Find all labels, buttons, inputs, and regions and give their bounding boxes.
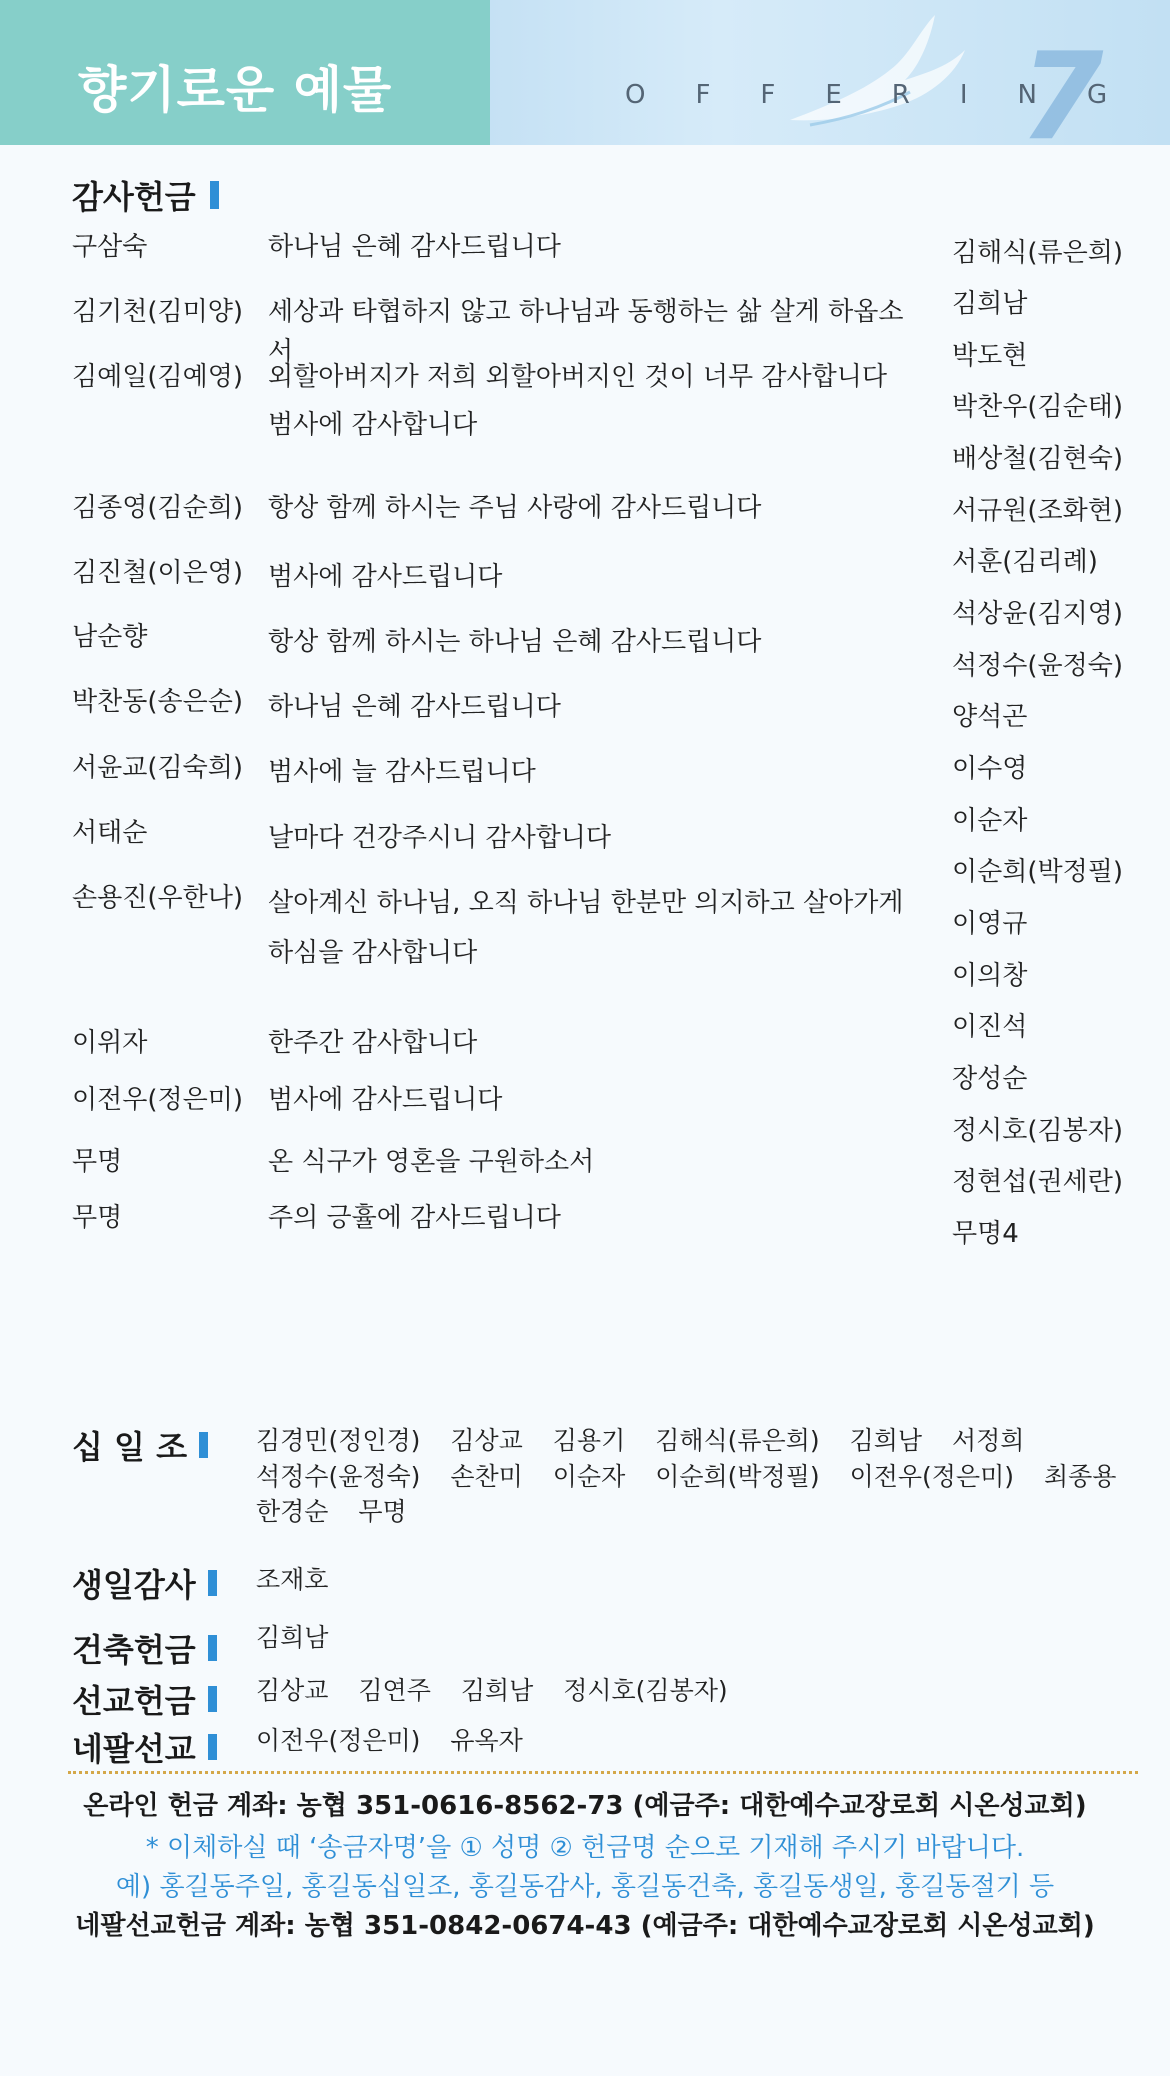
nepal-label-text: 네팔선교 bbox=[72, 1730, 196, 1768]
accent-bar bbox=[210, 181, 219, 209]
side-name: 석정수(윤정숙) bbox=[952, 651, 1123, 681]
side-name: 김해식(류은희) bbox=[952, 238, 1123, 268]
tithe-line bbox=[256, 1423, 1138, 1459]
thanks-message: 항상 함께 하시는 주님 사랑에 감사드립니다 bbox=[268, 493, 762, 523]
side-name: 배상철(김현숙) bbox=[952, 444, 1123, 474]
tithe-name: 한경순 bbox=[256, 1497, 329, 1526]
thanks-name: 김기천(김미양) bbox=[72, 297, 243, 327]
side-name: 이의창 bbox=[952, 961, 1028, 991]
birthday-label bbox=[72, 1560, 217, 1606]
thanks-name: 박찬동(송은순) bbox=[72, 687, 243, 717]
thanks-message: 외할아버지가 저희 외할아버지인 것이 너무 감사합니다 bbox=[268, 362, 887, 392]
mission-list bbox=[256, 1673, 750, 1709]
thanks-name: 구삼숙 bbox=[72, 232, 148, 262]
birthday-name: 조재호 bbox=[256, 1565, 329, 1594]
side-name: 이수영 bbox=[952, 754, 1028, 784]
accent-bar bbox=[208, 1686, 217, 1712]
tithe-line bbox=[256, 1494, 1138, 1530]
thanks-message: 세상과 타협하지 않고 하나님과 동행하는 삶 살게 하옵소서 bbox=[268, 297, 904, 368]
thanks-name: 남순향 bbox=[72, 622, 148, 652]
nepal-list bbox=[256, 1723, 545, 1759]
thanks-name: 무명 bbox=[72, 1147, 123, 1177]
tithe-name: 김경민(정인경) bbox=[256, 1426, 421, 1455]
building-list bbox=[256, 1620, 350, 1656]
side-name: 이순희(박정필) bbox=[952, 857, 1123, 887]
side-name: 박도현 bbox=[952, 341, 1028, 371]
side-name: 석상윤(김지영) bbox=[952, 599, 1123, 629]
thanks-message: 살아계신 하나님, 오직 하나님 한분만 의지하고 살아가게 bbox=[268, 888, 904, 918]
thanks-name: 김진철(이은영) bbox=[72, 558, 243, 588]
thanks-name: 김예일(김예영) bbox=[72, 362, 243, 392]
tithe-name: 무명 bbox=[358, 1497, 407, 1526]
side-name: 무명4 bbox=[952, 1219, 1019, 1249]
accent-bar bbox=[208, 1570, 217, 1596]
tithe-line bbox=[256, 1459, 1138, 1495]
tithe-label-text: 십 일 조 bbox=[72, 1428, 188, 1466]
tithe-name: 이전우(정은미) bbox=[849, 1461, 1014, 1491]
side-name: 양석곤 bbox=[952, 702, 1028, 732]
thanks-message: 범사에 감사합니다 bbox=[268, 410, 478, 440]
building-label-text: 건축헌금 bbox=[72, 1631, 196, 1669]
tithe-name: 석정수(윤정숙) bbox=[256, 1461, 421, 1491]
side-name: 박찬우(김순태) bbox=[952, 392, 1123, 422]
thanks-message: 범사에 감사드립니다 bbox=[268, 1085, 503, 1115]
thanks-name: 이전우(정은미) bbox=[72, 1085, 243, 1115]
thanks-heading-label: 감사헌금 bbox=[72, 178, 196, 216]
nepal-name: 유옥자 bbox=[450, 1726, 523, 1755]
page-title: 향기로운 예물 bbox=[78, 61, 393, 119]
tithe-name: 김희남 bbox=[849, 1426, 923, 1455]
building-label bbox=[72, 1625, 217, 1671]
transfer-example: 예) 홍길동주일, 홍길동십일조, 홍길동감사, 홍길동건축, 홍길동생일, 홍길동절기 등 bbox=[115, 1872, 1055, 1902]
tithe-name: 김해식(류은희) bbox=[655, 1426, 820, 1455]
thanks-message: 한주간 감사합니다 bbox=[268, 1028, 478, 1058]
side-name: 서규원(조화현) bbox=[952, 496, 1123, 526]
tithe-name: 이순자 bbox=[552, 1461, 626, 1491]
mission-label bbox=[72, 1676, 217, 1722]
thanks-message: 날마다 건강주시니 감사합니다 bbox=[268, 823, 612, 853]
thanks-name: 김종영(김순희) bbox=[72, 493, 243, 523]
tithe-name: 이순희(박정필) bbox=[655, 1461, 820, 1491]
accent-bar bbox=[208, 1734, 217, 1760]
building-name: 김희남 bbox=[256, 1623, 329, 1652]
side-name: 장성순 bbox=[952, 1064, 1028, 1094]
tithe-list bbox=[256, 1423, 1138, 1530]
tithe-name: 서정희 bbox=[951, 1426, 1025, 1455]
header-banner bbox=[0, 0, 1170, 145]
thanks-message: 하심을 감사합니다 bbox=[268, 938, 478, 968]
thanks-name: 서태순 bbox=[72, 818, 148, 848]
side-name: 김희남 bbox=[952, 289, 1028, 319]
side-name: 정시호(김봉자) bbox=[952, 1116, 1123, 1146]
dove-icon bbox=[770, 10, 970, 140]
mission-name: 정시호(김봉자) bbox=[563, 1676, 728, 1705]
online-account: 온라인 헌금 계좌: 농협 351-0616-8562-73 (예금주: 대한예수교장로회 시온성교회) bbox=[83, 1791, 1087, 1821]
side-name: 서훈(김리례) bbox=[952, 547, 1098, 577]
birthday-label-text: 생일감사 bbox=[72, 1566, 196, 1604]
thanks-name: 이위자 bbox=[72, 1028, 148, 1058]
mission-name: 김희남 bbox=[460, 1676, 534, 1705]
side-name: 이순자 bbox=[952, 806, 1028, 836]
thanks-message: 범사에 늘 감사드립니다 bbox=[268, 757, 536, 787]
birthday-list bbox=[256, 1562, 350, 1598]
accent-bar bbox=[199, 1432, 208, 1458]
tithe-label bbox=[72, 1422, 208, 1468]
offering-word: OFFERING bbox=[625, 80, 1158, 110]
thanks-message: 온 식구가 영혼을 구원하소서 bbox=[268, 1147, 595, 1177]
tithe-name: 최종용 bbox=[1043, 1461, 1117, 1491]
issue-number: 7 bbox=[1020, 28, 1104, 145]
nepal-account: 네팔선교헌금 계좌: 농협 351-0842-0674-43 (예금주: 대한예수교장로회 시온성교회) bbox=[75, 1911, 1095, 1941]
transfer-note: * 이체하실 때 ‘송금자명’을 ① 성명 ② 헌금명 순으로 기재해 주시기 바랍니다. bbox=[145, 1833, 1025, 1863]
thanks-message: 항상 함께 하시는 하나님 은혜 감사드립니다 bbox=[268, 627, 762, 657]
side-name: 이진석 bbox=[952, 1012, 1028, 1042]
nepal-label bbox=[72, 1724, 217, 1770]
mission-label-text: 선교헌금 bbox=[72, 1682, 196, 1720]
dotted-divider bbox=[68, 1771, 1138, 1774]
thanks-heading bbox=[72, 172, 219, 218]
mission-name: 김상교 bbox=[256, 1676, 329, 1705]
tithe-name: 김용기 bbox=[552, 1426, 626, 1455]
thanks-name: 서윤교(김숙희) bbox=[72, 753, 243, 783]
accent-bar bbox=[208, 1635, 217, 1661]
mission-name: 김연주 bbox=[358, 1676, 431, 1705]
side-name: 정현섭(권세란) bbox=[952, 1167, 1123, 1197]
side-name: 이영규 bbox=[952, 909, 1028, 939]
tithe-name: 손찬미 bbox=[450, 1461, 523, 1491]
tithe-name: 김상교 bbox=[450, 1426, 523, 1455]
thanks-name: 무명 bbox=[72, 1203, 123, 1233]
nepal-name: 이전우(정은미) bbox=[256, 1726, 421, 1755]
thanks-message: 하나님 은혜 감사드립니다 bbox=[268, 232, 561, 262]
thanks-name: 손용진(우한나) bbox=[72, 883, 243, 913]
thanks-message: 하나님 은혜 감사드립니다 bbox=[268, 692, 561, 722]
thanks-message: 주의 긍휼에 감사드립니다 bbox=[268, 1203, 561, 1233]
thanks-message: 범사에 감사드립니다 bbox=[268, 562, 503, 592]
